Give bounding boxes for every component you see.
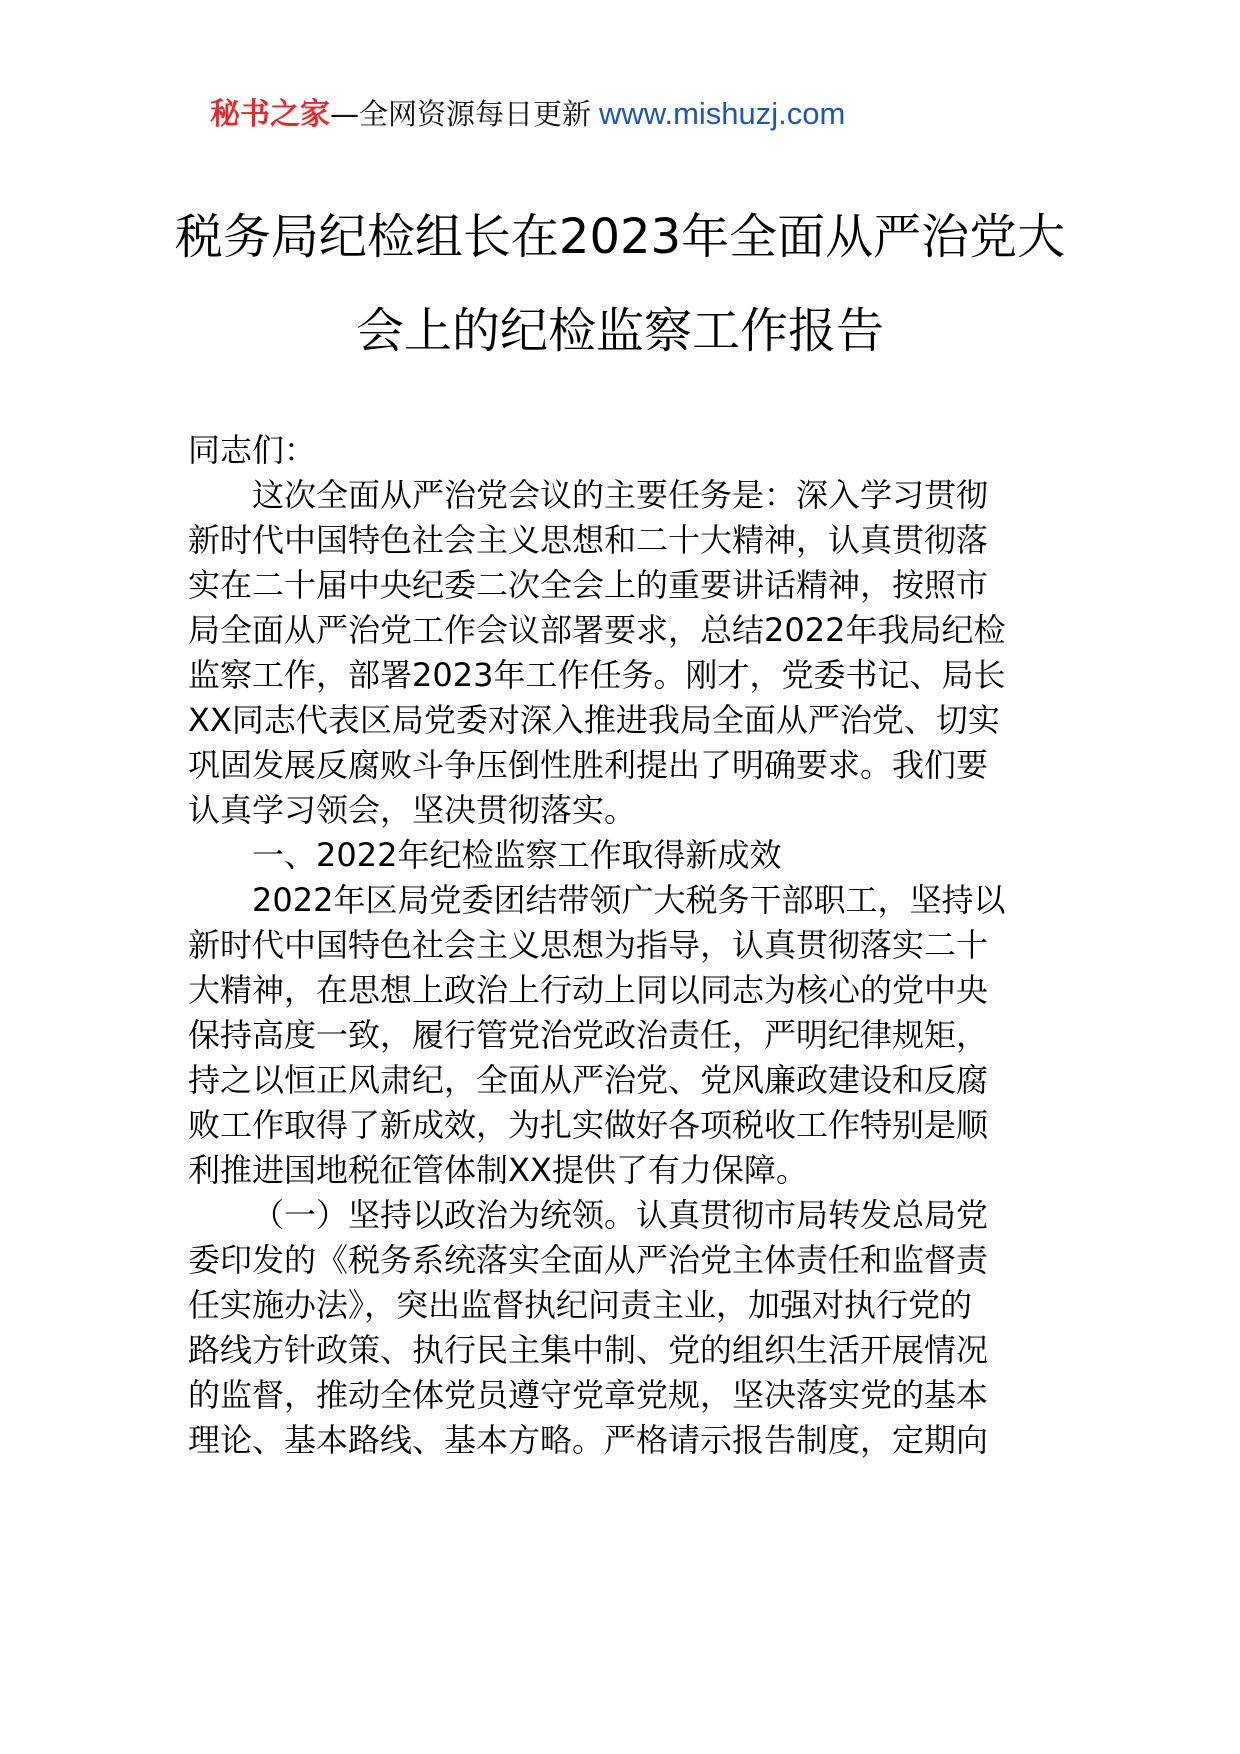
body-line: 2022年区局党委团结带领广大税务干部职工，坚持以 — [252, 881, 1006, 919]
body-line: 局全面从严治党工作会议部署要求，总结2022年我局纪检 — [188, 611, 1006, 649]
body-line: 新时代中国特色社会主义思想和二十大精神，认真贯彻落 — [188, 521, 989, 559]
document-body — [188, 428, 1060, 1463]
title-line-1: 税务局纪检组长在2023年全面从严治党大 — [174, 209, 1066, 265]
section-heading: 一、2022年纪检监察工作取得新成效 — [252, 836, 782, 874]
document-title — [160, 190, 1080, 378]
body-line: 新时代中国特色社会主义思想为指导，认真贯彻落实二十 — [188, 926, 989, 964]
body-line: 理论、基本路线、基本方略。严格请示报告制度，定期向 — [188, 1421, 989, 1459]
site-url-link[interactable]: www.mishuzj.com — [599, 96, 846, 131]
body-line: 大精神，在思想上政治上行动上同以同志为核心的党中央 — [188, 971, 989, 1009]
body-line: （一）坚持以政治为统领。认真贯彻市局转发总局党 — [252, 1196, 989, 1234]
body-line: 任实施办法》，突出监督执纪问责主业，加强对执行党的 — [188, 1286, 973, 1324]
body-line: 的监督，推动全体党员遵守党章党规，坚决落实党的基本 — [188, 1376, 989, 1414]
body-line: 监察工作，部署2023年工作任务。刚才，党委书记、局长 — [188, 656, 1006, 694]
body-line: 认真学习领会，坚决贯彻落实。 — [188, 791, 637, 829]
site-header — [210, 92, 845, 136]
body-line: XX同志代表区局党委对深入推进我局全面从严治党、切实 — [188, 701, 1000, 739]
body-line: 巩固发展反腐败斗争压倒性胜利提出了明确要求。我们要 — [188, 746, 989, 784]
body-line: 这次全面从严治党会议的主要任务是：深入学习贯彻 — [252, 476, 989, 514]
body-line: 败工作取得了新成效，为扎实做好各项税收工作特别是顺 — [188, 1106, 989, 1144]
body-line: 利推进国地税征管体制XX提供了有力保障。 — [188, 1151, 808, 1189]
body-line: 委印发的《税务系统落实全面从严治党主体责任和监督责 — [188, 1241, 989, 1279]
title-line-2: 会上的纪检监察工作报告 — [355, 303, 884, 359]
body-line: 保持高度一致，履行管党治党政治责任，严明纪律规矩， — [188, 1016, 989, 1054]
salutation: 同志们： — [188, 431, 317, 469]
body-line: 持之以恒正风肃纪，全面从严治党、党风廉政建设和反腐 — [188, 1061, 989, 1099]
body-line: 实在二十届中央纪委二次全会上的重要讲话精神，按照市 — [188, 566, 989, 604]
brand-name: 秘书之家 — [210, 97, 330, 132]
header-tagline: —全网资源每日更新 — [330, 97, 592, 131]
body-line: 路线方针政策、执行民主集中制、党的组织生活开展情况 — [188, 1331, 989, 1369]
